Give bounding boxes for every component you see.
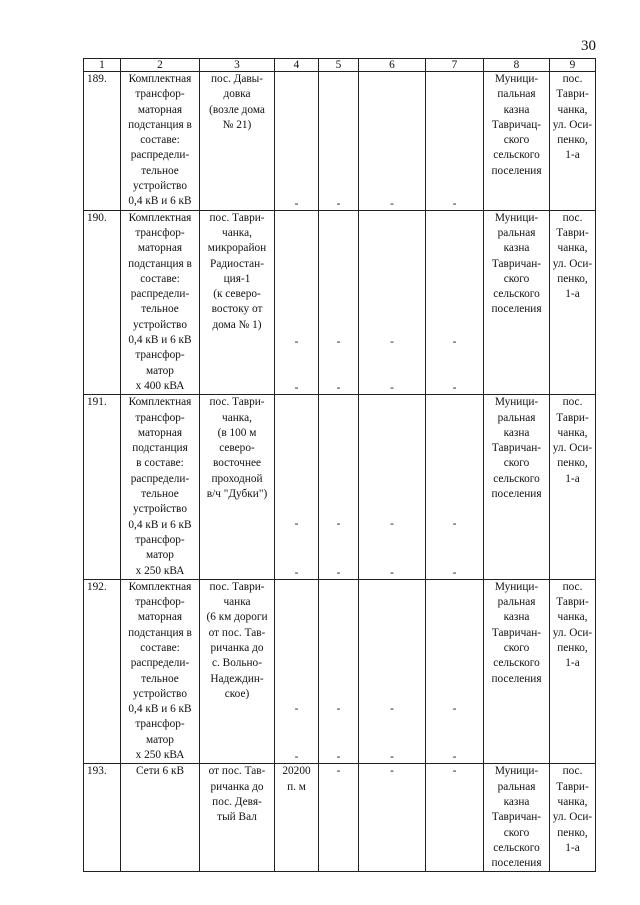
length-cell <box>275 579 319 764</box>
col6-cell <box>359 210 426 395</box>
col5-cell: - <box>319 764 359 872</box>
dash-mark: - <box>294 518 299 531</box>
dash-mark: - <box>452 566 457 579</box>
col7-cell <box>426 72 484 211</box>
length-cell: 20200 п. м <box>275 764 319 872</box>
dash-mark: - <box>336 702 341 715</box>
dash-mark: - <box>294 751 299 764</box>
col6-cell <box>359 72 426 211</box>
dash-mark: - <box>390 702 394 715</box>
object-name: Сети 6 кВ <box>121 764 200 872</box>
table-row <box>84 210 596 395</box>
dash-mark: - <box>336 518 341 531</box>
length-cell <box>275 210 319 395</box>
column-header: 8 <box>484 59 550 72</box>
col5-cell <box>319 579 359 764</box>
dash-mark: - <box>294 197 299 210</box>
address: пос. Таври- чанка, ул. Оси- пенко, 1-а <box>550 579 596 764</box>
owner: Муници- pальная казна Тавричан- ского сельского поселения <box>484 395 550 580</box>
row-number: 189. <box>84 72 121 211</box>
dash-mark: - <box>294 702 299 715</box>
dash-mark: - <box>390 197 394 210</box>
col6-cell <box>359 395 426 580</box>
address: пос. Таври- чанка, ул. Оси- пенко, 1-а <box>550 395 596 580</box>
object-location: пос. Таври- чанка, (в 100 м северо- восточнее проходной в/ч "Дубки") <box>200 395 275 580</box>
table-row <box>84 395 596 580</box>
table-row <box>84 764 596 872</box>
dash-mark: - <box>452 518 457 531</box>
column-header: 9 <box>550 59 596 72</box>
property-registry-table <box>83 58 596 872</box>
owner: Муници- pальная казна Тавричан- ского сельского поселения <box>484 764 550 872</box>
col5-cell <box>319 210 359 395</box>
object-location: пос. Таври- чанка (6 км дороги от пос. Тав- ричанка до с. Вольно- Надеждин- ское) <box>200 579 275 764</box>
dash-mark: - <box>452 702 457 715</box>
column-header: 6 <box>359 59 426 72</box>
length-cell <box>275 395 319 580</box>
dash-mark: - <box>294 335 299 348</box>
address: пос. Таври- чанка, ул. Оси- пенко, 1-а <box>550 764 596 872</box>
address: пос. Таври- чанка, ул. Оси- пенко, 1-а <box>550 210 596 395</box>
col7-cell: - <box>426 764 484 872</box>
dash-mark: - <box>336 382 341 395</box>
row-number: 190. <box>84 210 121 395</box>
dash-mark: - <box>390 382 394 395</box>
dash-mark: - <box>452 197 457 210</box>
object-location: пос. Давы- довка (возле дома № 21) <box>200 72 275 211</box>
dash-mark: - <box>390 751 394 764</box>
owner: Муници- пальная казна Тавричац- ского сельского поселения <box>484 72 550 211</box>
object-name: Комплектная трансфор- маторная подстанция в составе: распредели- тельное устройство 0,4 кВ и 6 кВ трансфор- матор х 250 кВА <box>121 395 200 580</box>
col6-cell: - <box>359 764 426 872</box>
object-name: Комплектная трансфор- маторная подстанция в составе: распредели- тельное устройство 0,4 кВ и 6 кВ <box>121 72 200 211</box>
column-header: 2 <box>121 59 200 72</box>
owner: Муници- pальная казна Тавричан- ского сельского поселения <box>484 210 550 395</box>
col7-cell <box>426 395 484 580</box>
dash-mark: - <box>336 197 341 210</box>
row-number: 192. <box>84 579 121 764</box>
col7-cell <box>426 210 484 395</box>
col6-cell <box>359 579 426 764</box>
dash-mark: - <box>452 382 457 395</box>
column-header: 5 <box>319 59 359 72</box>
length-cell <box>275 72 319 211</box>
dash-mark: - <box>452 751 457 764</box>
col7-cell <box>426 579 484 764</box>
table-row <box>84 579 596 764</box>
address: пос. Таври- чанка, ул. Оси- пенко, 1-а <box>550 72 596 211</box>
col5-cell <box>319 395 359 580</box>
dash-mark: - <box>452 335 457 348</box>
object-location: от пос. Тав- ричанка до пос. Девя- тый Вал <box>200 764 275 872</box>
column-header: 4 <box>275 59 319 72</box>
dash-mark: - <box>294 382 299 395</box>
dash-mark: - <box>390 566 394 579</box>
dash-mark: - <box>336 335 341 348</box>
page-number: 30 <box>581 38 596 54</box>
dash-mark: - <box>294 566 299 579</box>
object-name: Комплектная трансфор- маторная подстанция в составе: распредели- тельное устройство 0,4 кВ и 6 кВ трансфор- матор х 400 кВА <box>121 210 200 395</box>
dash-mark: - <box>336 566 341 579</box>
row-number: 193. <box>84 764 121 872</box>
column-header: 7 <box>426 59 484 72</box>
dash-mark: - <box>390 518 394 531</box>
object-name: Комплектная трансфор- маторная подстанция в составе: распредели- тельное устройство 0,4 кВ и 6 кВ трансфор- матор х 250 кВА <box>121 579 200 764</box>
object-location: пос. Таври- чанка, микрорайон Радиостан- ция-1 (к северо- востоку от дома № 1) <box>200 210 275 395</box>
owner: Муници- pальная казна Тавричан- ского сельского поселения <box>484 579 550 764</box>
dash-mark: - <box>336 751 341 764</box>
column-header: 3 <box>200 59 275 72</box>
column-header: 1 <box>84 59 121 72</box>
header-row <box>84 59 596 72</box>
table-row <box>84 72 596 211</box>
dash-mark: - <box>390 335 394 348</box>
row-number: 191. <box>84 395 121 580</box>
col5-cell <box>319 72 359 211</box>
